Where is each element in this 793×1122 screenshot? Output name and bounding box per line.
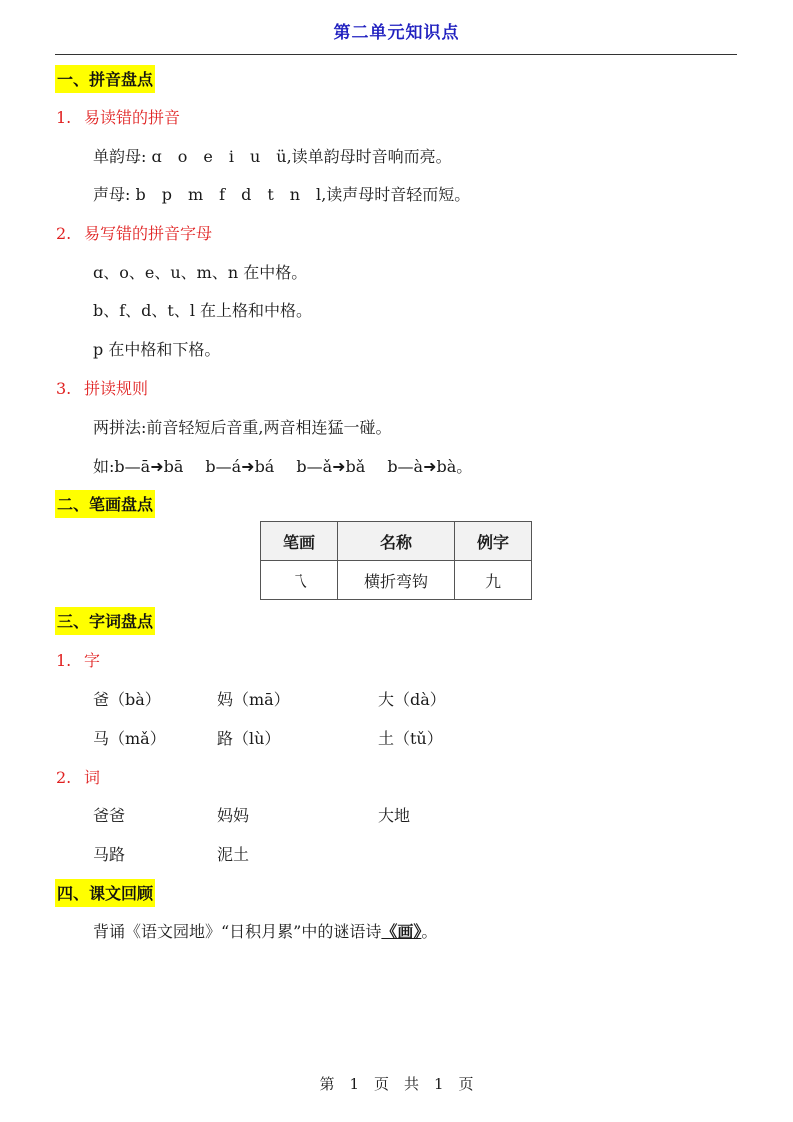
line-note: ,读声母时音轻而短。 [321,185,471,204]
stroke-table [260,521,532,600]
section-heading-characters-words: 三、字词盘点 [55,607,155,635]
pinyin-letters: ɑ o e i u ü [151,147,287,166]
subheading-label: 拼读规则 [84,379,149,398]
word-item: 马路 [93,845,126,864]
simple-finals-line [93,144,452,167]
spelling-example: b—ǎ➜bǎ [296,457,366,476]
subheading-spelling-rules [56,376,148,399]
word-item: 爸爸 [93,806,126,825]
subheading-number: 1. [56,651,72,670]
line-note: ,读单韵母时音响而亮。 [286,147,452,166]
spelling-example: b—á➜bá [205,457,275,476]
character-item: 爸（bà） [93,690,161,709]
spelling-example: b—ā➜bā [114,457,184,476]
word-item: 大地 [378,806,411,825]
subheading-misread-pinyin [56,105,180,128]
section-heading-pinyin: 一、拼音盘点 [55,65,155,93]
poem-title: 《画》 [381,922,422,941]
stroke-name-cell: 横折弯钩 [338,561,455,600]
example-char-cell: 九 [455,561,532,600]
subheading-characters [56,648,100,671]
table-header-row [261,522,532,561]
title-divider [55,54,737,55]
stroke-cell: 乁 [261,561,338,600]
middle-grid-letters-line: ɑ、o、e、u、m、n 在中格。 [93,263,308,282]
review-end: 。 [421,922,438,941]
line-label: 单韵母: [93,147,147,166]
two-part-spelling-rule: 两拼法:前音轻短后音重,两音相连猛一碰。 [93,418,392,437]
line-end: 。 [456,457,473,476]
spelling-example: b—à➜bà [387,457,457,476]
section-heading-strokes: 二、笔画盘点 [55,490,155,518]
table-row [261,561,532,600]
upper-middle-grid-letters-line: b、f、d、t、l 在上格和中格。 [93,301,313,320]
word-item: 泥土 [217,845,250,864]
review-line [93,919,437,942]
word-item: 妈妈 [217,806,250,825]
subheading-number: 2. [56,768,72,787]
character-item: 土（tǔ） [378,729,443,748]
line-label: 如: [93,457,115,476]
subheading-label: 词 [84,768,101,787]
page-footer: 第 1 页 共 1 页 [319,1075,474,1093]
subheading-label: 易写错的拼音字母 [84,224,213,243]
subheading-miswritten-letters [56,221,212,244]
subheading-number: 3. [56,379,72,398]
spelling-examples-line [93,454,472,477]
column-header: 名称 [338,522,455,561]
review-text: 背诵《语文园地》“日积月累”中的谜语诗 [93,922,382,941]
character-item: 大（dà） [378,690,446,709]
line-label: 声母: [93,185,131,204]
character-item: 路（lù） [217,729,281,748]
character-item: 妈（mā） [217,690,290,709]
subheading-number: 2. [56,224,72,243]
section-heading-text-review: 四、课文回顾 [55,879,155,907]
column-header: 笔画 [261,522,338,561]
subheading-label: 易读错的拼音 [84,108,181,127]
character-item: 马（mǎ） [93,729,166,748]
subheading-words [56,765,100,788]
initials-line [93,182,470,205]
subheading-label: 字 [84,651,101,670]
middle-lower-grid-letters-line: p 在中格和下格。 [93,340,221,359]
subheading-number: 1. [56,108,72,127]
pinyin-letters: b p m f d t n l [135,185,322,204]
column-header: 例字 [455,522,532,561]
page-title: 第二单元知识点 [333,23,460,43]
